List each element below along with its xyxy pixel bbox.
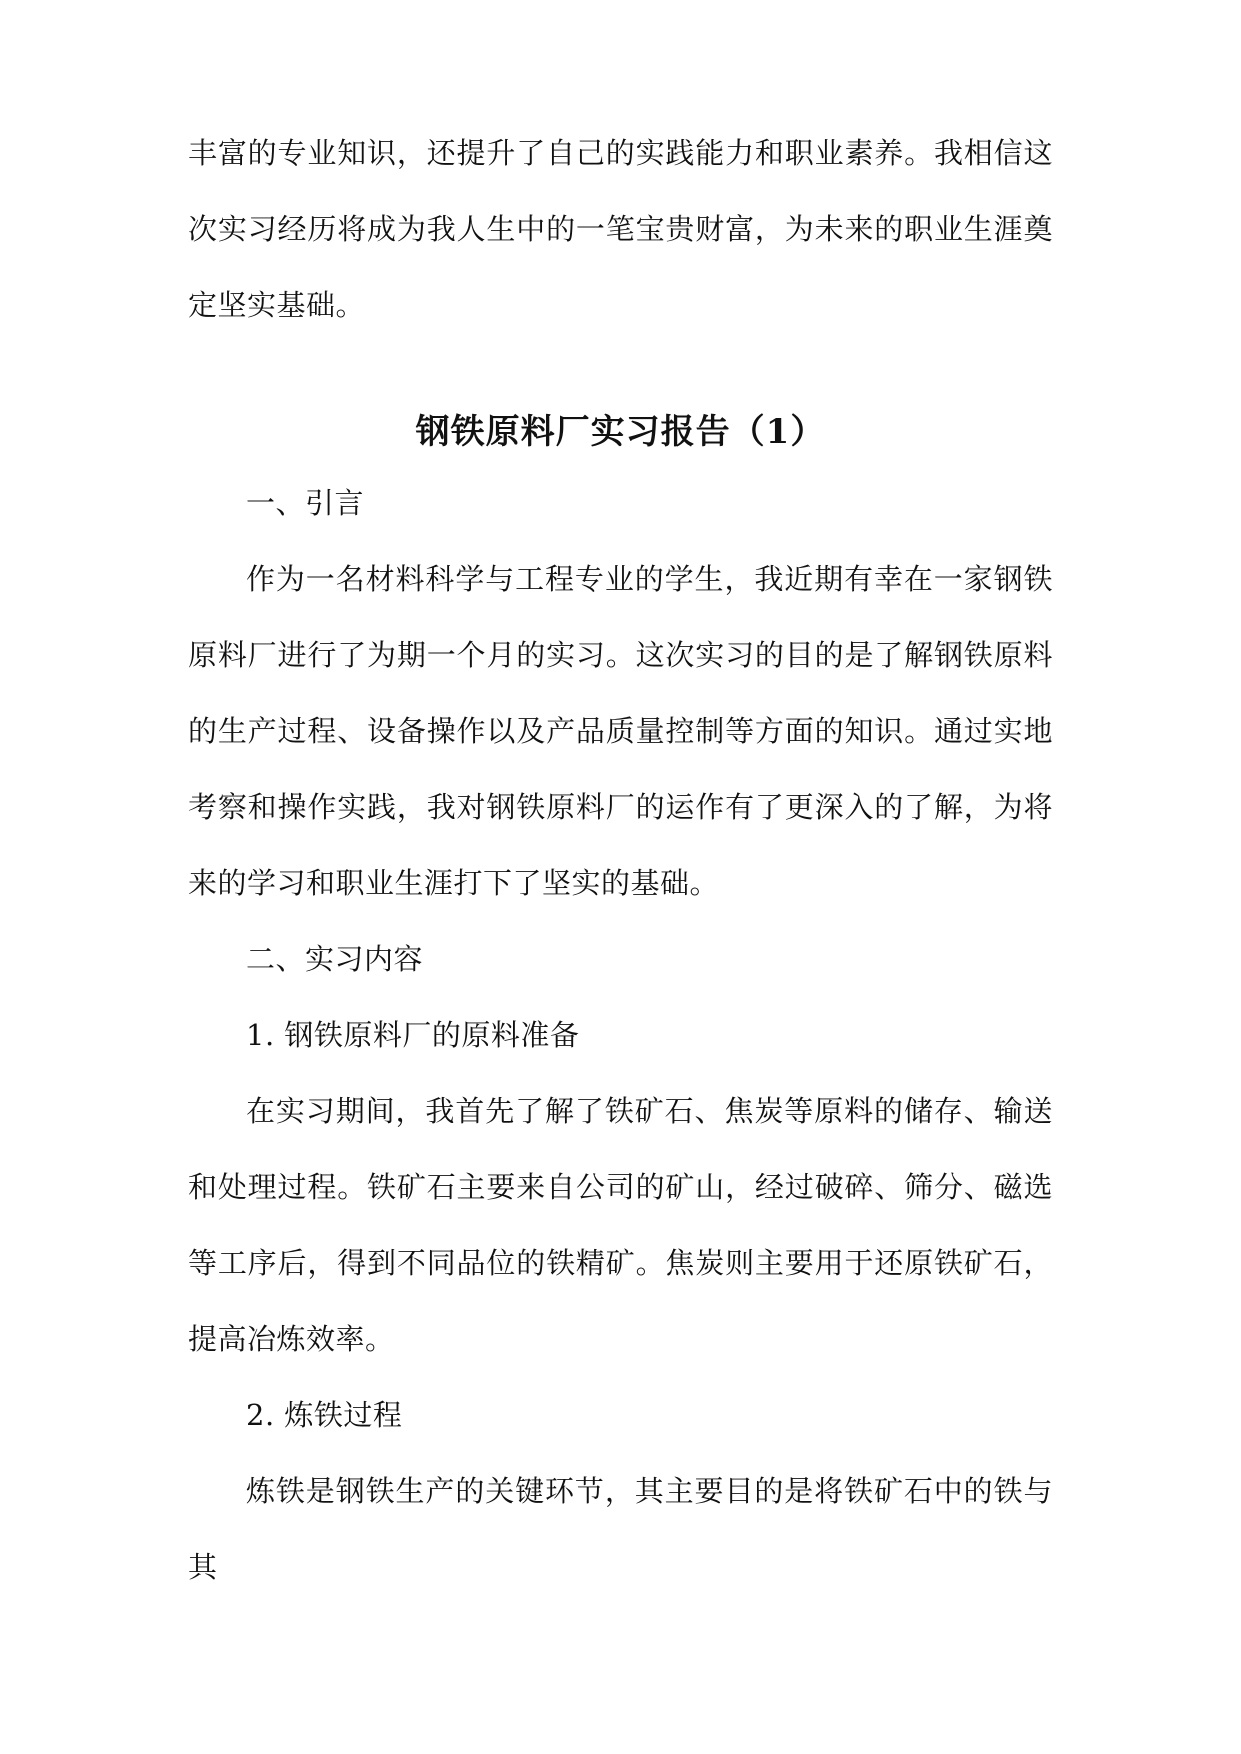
section-heading-intro: 一、引言 bbox=[246, 486, 365, 520]
continuation-block bbox=[188, 115, 1053, 343]
intro-paragraph: 作为一名材料科学与工程专业的学生，我近期有幸在一家钢铁原料厂进行了为期一个月的实习。这次实习的目的是了解钢铁原料的生产过程、设备操作以及产品质量控制等方面的知识。通过实地考察和操作实践，我对钢铁原料厂的运作有了更深入的了解，为将来的学习和职业生涯打下了坚实的基础。 bbox=[188, 562, 1053, 900]
subsection-heading-ironmaking: 2. 炼铁过程 bbox=[246, 1398, 403, 1432]
section-heading-content: 二、实习内容 bbox=[246, 942, 424, 976]
ironmaking-paragraph: 炼铁是钢铁生产的关键环节，其主要目的是将铁矿石中的铁与其 bbox=[188, 1474, 1053, 1584]
document-title: 钢铁原料厂实习报告（1） bbox=[415, 412, 826, 452]
subsection-heading-raw-materials: 1. 钢铁原料厂的原料准备 bbox=[246, 1018, 580, 1052]
continuation-paragraph: 丰富的专业知识，还提升了自己的实践能力和职业素养。我相信这次实习经历将成为我人生中的一笔宝贵财富，为未来的职业生涯奠定坚实基础。 bbox=[188, 136, 1053, 322]
report-body bbox=[188, 465, 1053, 1605]
raw-materials-paragraph: 在实习期间，我首先了解了铁矿石、焦炭等原料的储存、输送和处理过程。铁矿石主要来自公司的矿山，经过破碎、筛分、磁选等工序后，得到不同品位的铁精矿。焦炭则主要用于还原铁矿石，提高冶炼效率。 bbox=[188, 1094, 1053, 1356]
